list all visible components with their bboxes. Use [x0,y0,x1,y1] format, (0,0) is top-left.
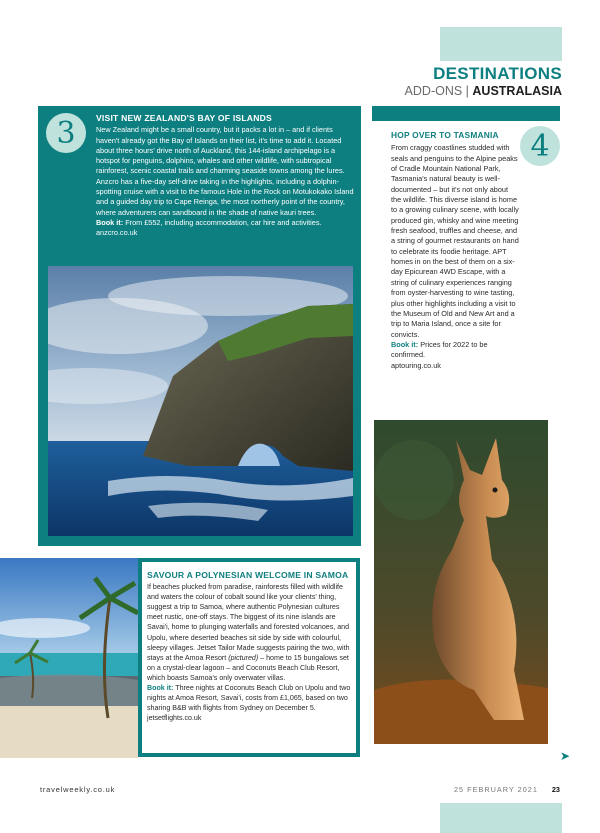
nz-url[interactable]: anzcro.co.uk [96,228,138,238]
samoa-article-body [147,582,352,683]
nz-article-number: 3 [46,113,86,153]
nz-book-it [96,218,356,228]
samoa-book-it [147,683,352,713]
footer-site[interactable]: travelweekly.co.uk [40,785,116,794]
tasmania-article-number: 4 [520,126,560,166]
samoa-body-a: If beaches plucked from paradise, rainforests filled with wildlife and waters the colour of cobalt sound like your clients' thing, suggest a trip to Samoa, where authentic Polynesian cultures meet rustic, one-off stays. The biggest of its nine islands are Savai'i, home to plunging waterfalls and forested volcanoes, and Upolu, where deserted beaches sit side by side with colourful, sleepy villages. Jetset Tailor Made suggests pairing the two, with stays at the Amoa Resort [147,583,350,662]
tasmania-article-title: HOP OVER TO TASMANIA [391,130,499,140]
tasmania-article-body: From craggy coastlines studded with seals and penguins to the Alpine peaks of Cradle Mountain National Park, Tasmania's natural beauty is well-documented – but it's not only about the wildlife. This diverse island is home to a growing culinary scene, with locally produced gin, whisky and wine meeting fresh seafood, truffles and cheese, and a string of gourmet restaurants on hand to celebrate its foodie heritage. APT homes in on the best of them on a six-day Epicurean 4WD Escape, with a string of culinary experiences ranging from oyster-harvesting to wine tasting, plus other highlights including a visit to the Museum of Old and New Art and a trip to Maria Island, once a site for convicts. [391,143,519,339]
nz-book-text: From £552, including accommodation, car hire and activities. [123,217,322,227]
samoa-pictured: (pictured) [228,653,259,662]
samoa-book-text: Three nights at Coconuts Beach Club on Upolu and two nights at Amoa Resort, Savai'i, costs from £1,065, based on two sharing B&B with flights from Sydney on December 5. [147,684,351,713]
nz-article-text [96,113,356,239]
tasmania-book-text: Prices for 2022 to be confirmed. [391,339,488,360]
subtitle-right: AUSTRALASIA [472,84,562,98]
tasmania-url[interactable]: aptouring.co.uk [391,360,441,370]
tasmania-book-it [391,340,519,361]
top-tab-decoration [440,27,562,61]
nz-article-title: VISIT NEW ZEALAND'S BAY OF ISLANDS [96,113,272,123]
hole-in-the-rock-photo [48,266,353,536]
samoa-body-b: – home to 15 bungalows set on a crystal-clear lagoon – and Coconuts Beach Club Resort, which boasts Samoa's only overwater villas. [147,653,349,682]
footer-date-page [400,785,560,794]
tasmania-article-text [391,130,519,371]
section-subtitle [300,84,562,98]
tasmania-book-label: Book it: [391,339,419,349]
bottom-tab-decoration [440,803,562,833]
nz-article-body: New Zealand might be a small country, but it packs a lot in – and if clients haven't already got the Bay of Islands on their list, it's time to add it. Located about three hours' drive north of Auckland, this 144-island archipelago is a hotspot for penguins, dolphins, whales and other wildlife, with subtropical rainforest, scenic coastal trails and charming seaside towns among the lures. Anzcro has a five-day self-drive taking in the highlights, including a dolphin-spotting cruise with a visit to the famous Hole in the Rock on Motukokako Island and a guided day trip to Cape Reinga, the most northerly point of the country, where adventurers can sandboard in the shade of native kauri trees. [96,125,354,217]
section-title: DESTINATIONS [433,64,562,83]
samoa-beach-photo [0,558,138,758]
nz-book-label: Book it: [96,217,124,227]
footer-date: 25 FEBRUARY 2021 [454,785,538,794]
subtitle-left: ADD-ONS [404,84,463,98]
continue-arrow-icon: ➤ [560,749,571,763]
page-number: 23 [551,785,560,794]
samoa-article-text [147,570,352,723]
kangaroo-photo [374,420,548,744]
subtitle-separator: | [462,84,473,98]
samoa-url[interactable]: jetsetflights.co.uk [147,714,202,723]
samoa-article-title: SAVOUR A POLYNESIAN WELCOME IN SAMOA [147,570,349,580]
samoa-book-label: Book it: [147,684,174,693]
